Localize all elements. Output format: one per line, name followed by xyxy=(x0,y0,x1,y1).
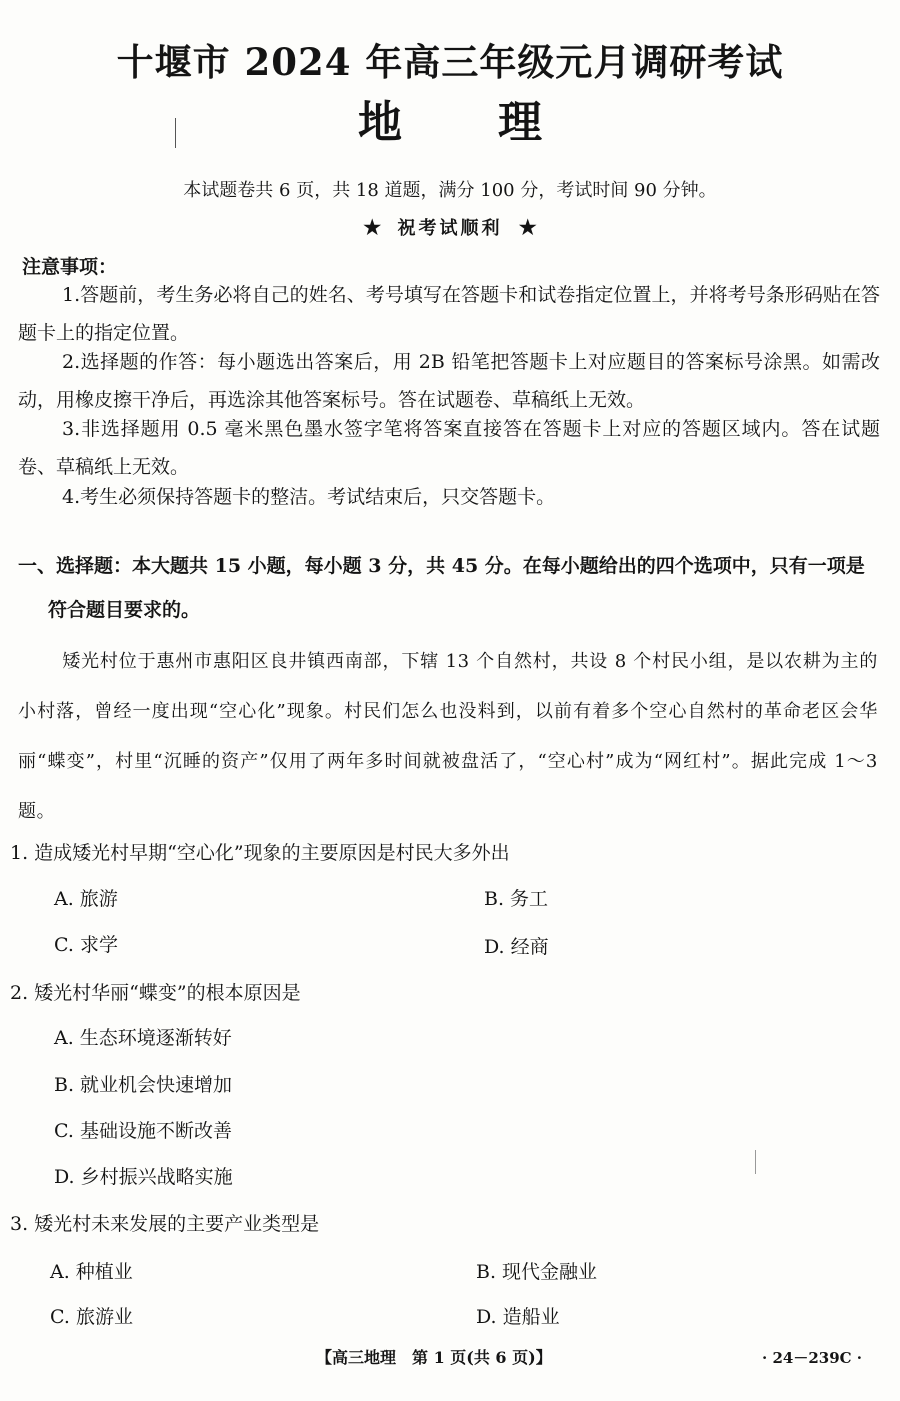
q2-option-b: B. 就业机会快速增加 xyxy=(54,1074,233,1096)
wish-text: 祝考试顺利 xyxy=(397,218,503,239)
question-3-stem: 3. 矮光村未来发展的主要产业类型是 xyxy=(10,1213,320,1235)
exam-code: · 24－239C · xyxy=(762,1349,863,1367)
exam-info: 本试题卷共 6 页，共 18 道题，满分 100 分，考试时间 90 分钟。 xyxy=(183,180,717,201)
q2-option-a: A. 生态环境逐渐转好 xyxy=(54,1027,232,1049)
star-icon: ★ xyxy=(518,215,537,239)
q1-option-c: C. 求学 xyxy=(54,934,118,956)
q3-option-c: C. 旅游业 xyxy=(50,1306,133,1328)
q3-option-b: B. 现代金融业 xyxy=(476,1261,598,1283)
page-footer: 【高三地理 第 1 页(共 6 页)】 xyxy=(316,1348,552,1367)
scan-mark xyxy=(755,1150,756,1174)
question-1-stem: 1. 造成矮光村早期“空心化”现象的主要原因是村民大多外出 xyxy=(10,842,510,864)
q1-option-d: D. 经商 xyxy=(484,936,549,958)
wish-line xyxy=(0,214,900,240)
section-heading: 一、选择题：本大题共 15 小题，每小题 3 分，共 45 分。在每小题给出的四个选项中，只有一项是 符合题目要求的。 xyxy=(18,555,865,621)
exam-title: 十堰市 2024 年高三年级元月调研考试 xyxy=(116,40,784,84)
question-2-stem: 2. 矮光村华丽“蝶变”的根本原因是 xyxy=(10,982,301,1004)
scan-mark xyxy=(175,118,176,148)
q3-option-d: D. 造船业 xyxy=(476,1306,560,1328)
q3-option-a: A. 种植业 xyxy=(50,1261,133,1283)
reading-passage: 矮光村位于惠州市惠阳区良井镇西南部，下辖 13 个自然村，共设 8 个村民小组，是以农耕为主的小村落，曾经一度出现“空心化”现象。村民们怎么也没料到，以前有着多个空心自然村的革命老区会华丽“蝶变”，村里“沉睡的资产”仅用了两年多时间就被盘活了，“空心村”成为“网红村”。据此完成 1～3 题。 xyxy=(18,651,878,822)
q2-option-c: C. 基础设施不断改善 xyxy=(54,1120,232,1142)
q1-option-b: B. 务工 xyxy=(484,888,549,910)
subject-title: 地理 xyxy=(358,97,638,148)
notice-item: 2.选择题的作答：每小题选出答案后，用 2B 铅笔把答题卡上对应题目的答案标号涂黑。如需改动，用橡皮擦干净后，再选涂其他答案标号。答在试题卷、草稿纸上无效。 xyxy=(18,351,880,411)
q1-option-a: A. 旅游 xyxy=(54,888,118,910)
notice-item: 4.考生必须保持答题卡的整洁。考试结束后，只交答题卡。 xyxy=(62,486,556,508)
notice-item: 3.非选择题用 0.5 毫米黑色墨水签字笔将答案直接答在答题卡上对应的答题区域内。答在试题卷、草稿纸上无效。 xyxy=(18,418,880,478)
star-icon: ★ xyxy=(363,215,382,239)
notice-heading: 注意事项： xyxy=(22,256,118,278)
notice-item: 1.答题前，考生务必将自己的姓名、考号填写在答题卡和试卷指定位置上，并将考号条形码贴在答题卡上的指定位置。 xyxy=(18,284,880,344)
q2-option-d: D. 乡村振兴战略实施 xyxy=(54,1166,233,1188)
